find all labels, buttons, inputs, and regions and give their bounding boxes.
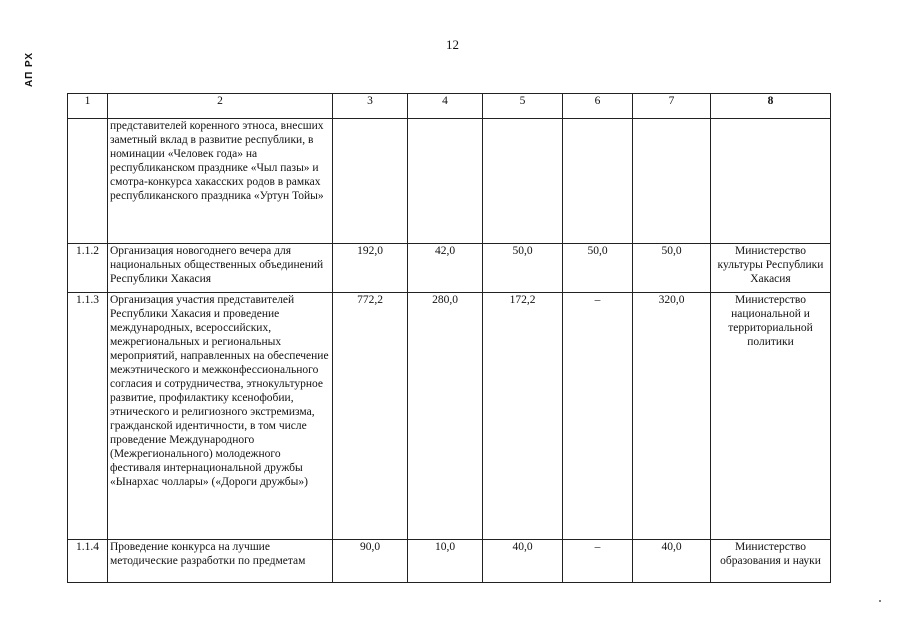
scan-speck (879, 600, 881, 602)
year-amount: 320,0 (633, 293, 711, 540)
table-row (68, 119, 831, 244)
year-amount: – (563, 540, 633, 583)
item-number: 1.1.3 (68, 293, 108, 540)
column-header: 1 (68, 94, 108, 119)
total-amount: 192,0 (333, 244, 408, 293)
activity-description: Организация новогоднего вечера для национальных общественных объединений Республики Хакасия (108, 244, 333, 293)
year-amount: 280,0 (408, 293, 483, 540)
side-margin-mark: АП РХ (24, 52, 35, 88)
column-header: 4 (408, 94, 483, 119)
page-number: 12 (446, 37, 459, 52)
total-amount: 772,2 (333, 293, 408, 540)
responsible-executor: Министерство национальной и территориальной политики (711, 293, 831, 540)
year-amount: 50,0 (563, 244, 633, 293)
year-amount: 40,0 (483, 540, 563, 583)
year-amount (408, 119, 483, 244)
table-row (68, 293, 831, 540)
total-amount (333, 119, 408, 244)
program-activities-table (67, 93, 831, 583)
total-amount: 90,0 (333, 540, 408, 583)
year-amount: 10,0 (408, 540, 483, 583)
column-header: 8 (711, 94, 831, 119)
year-amount: – (563, 293, 633, 540)
table-row (68, 540, 831, 583)
year-amount: 50,0 (633, 244, 711, 293)
item-number: 1.1.2 (68, 244, 108, 293)
column-header: 2 (108, 94, 333, 119)
year-amount (563, 119, 633, 244)
responsible-executor: Министерство образования и науки (711, 540, 831, 583)
column-header: 6 (563, 94, 633, 119)
year-amount: 50,0 (483, 244, 563, 293)
activity-description: представителей коренного этноса, внесших заметный вклад в развитие республики, в номинации «Человек года» на республиканском празднике «Чыл пазы» и смотра-конкурса хакасских родов в рамках республиканского праздника «Уртун Тойы» (108, 119, 333, 244)
column-header: 7 (633, 94, 711, 119)
activity-description: Организация участия представителей Республики Хакасия и проведение международных, всероссийских, межрегиональных и региональных мероприятий, направленных на обеспечение межэтнического и межконфессионального согласия и сотрудничества, этнокультурное развитие, профилактику ксенофобии, этнического и религиозного экстремизма, гражданской идентичности, в том числе проведение Международного (Межрегионального) молодежного фестиваля интернациональной дружбы «Ынархас чоллары» («Дороги дружбы») (108, 293, 333, 540)
responsible-executor (711, 119, 831, 244)
item-number: 1.1.4 (68, 540, 108, 583)
activity-description: Проведение конкурса на лучшие методические разработки по предметам (108, 540, 333, 583)
year-amount (483, 119, 563, 244)
year-amount: 40,0 (633, 540, 711, 583)
year-amount: 42,0 (408, 244, 483, 293)
column-header: 5 (483, 94, 563, 119)
column-header: 3 (333, 94, 408, 119)
year-amount (633, 119, 711, 244)
year-amount: 172,2 (483, 293, 563, 540)
table-row (68, 244, 831, 293)
item-number (68, 119, 108, 244)
responsible-executor: Министерство культуры Республики Хакасия (711, 244, 831, 293)
table-header-row (68, 94, 831, 119)
